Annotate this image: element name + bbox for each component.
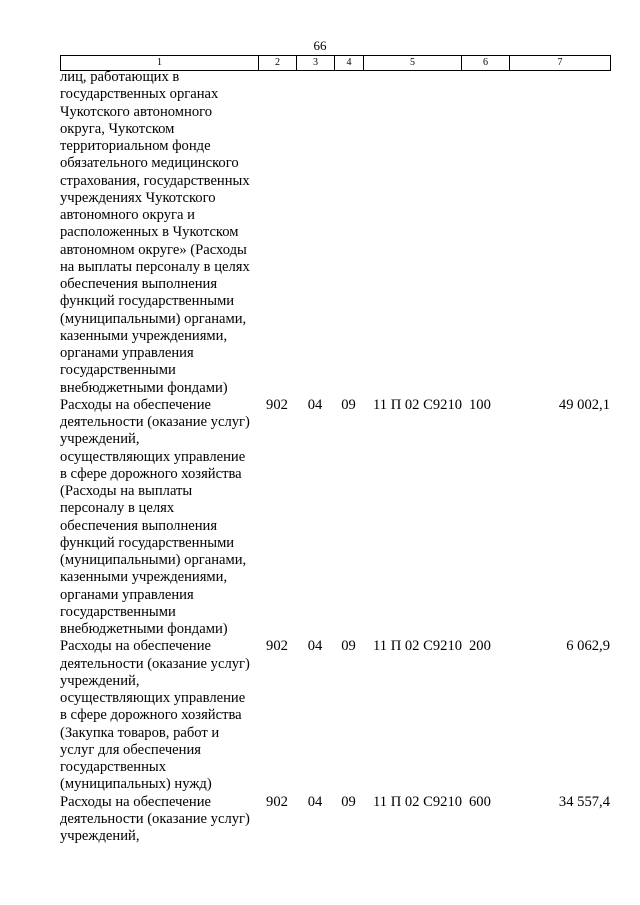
page-number: 66 bbox=[313, 38, 327, 53]
table-row bbox=[60, 397, 610, 639]
description-line: расположенных в Чукотском bbox=[60, 224, 239, 241]
description-line: на выплаты персоналу в целях bbox=[60, 258, 250, 275]
table-row bbox=[60, 69, 610, 397]
header-col-1: 1 bbox=[61, 56, 259, 70]
description-line: внебюджетными фондами) bbox=[60, 621, 228, 637]
description-line: округа, Чукотском bbox=[60, 120, 175, 137]
description-line: (муниципальными) органами, bbox=[60, 310, 247, 327]
section-code bbox=[296, 69, 334, 397]
grbs-code: 902 bbox=[266, 396, 288, 413]
description-line: деятельности (оказание услуг) bbox=[60, 810, 250, 827]
description-line: лиц, работающих в bbox=[60, 69, 180, 85]
description-line: функций государственными bbox=[60, 534, 235, 551]
description-line: персоналу в целях bbox=[60, 500, 175, 517]
description-line: Чукотского автономного bbox=[60, 103, 213, 120]
subsection-code bbox=[334, 69, 363, 397]
expense-type-code: 100 bbox=[469, 396, 491, 413]
section-code: 04 bbox=[307, 793, 323, 810]
description-line: учреждений, bbox=[60, 431, 140, 448]
description-line: Расходы на обеспечение bbox=[60, 396, 211, 413]
description-line: внебюджетными фондами) bbox=[60, 379, 228, 396]
row-description bbox=[60, 638, 258, 793]
description-line: учреждениях Чукотского bbox=[60, 189, 216, 206]
row-description bbox=[60, 69, 258, 397]
amount: 6 062,9 bbox=[566, 638, 610, 655]
row-description bbox=[60, 397, 258, 639]
target-article-code bbox=[363, 69, 469, 397]
grbs-code: 902 bbox=[266, 793, 288, 810]
description-line: услуг для обеспечения bbox=[60, 741, 201, 758]
grbs-code: 902 bbox=[266, 638, 288, 655]
description-line: (муниципальными) органами, bbox=[60, 552, 247, 568]
description-line: функций государственными bbox=[60, 293, 235, 310]
header-col-3: 3 bbox=[297, 56, 335, 70]
description-line: деятельности (оказание услуг) bbox=[60, 655, 250, 672]
description-line: в сфере дорожного хозяйства bbox=[60, 707, 242, 724]
description-line: государственными bbox=[60, 362, 176, 379]
table-row bbox=[60, 794, 610, 846]
description-line: государственных органах bbox=[60, 86, 219, 103]
expense-type-code: 200 bbox=[469, 638, 491, 655]
expense-type-code bbox=[469, 69, 509, 397]
description-line: обеспечения выполнения bbox=[60, 517, 218, 534]
description-line: казенными учреждениями, bbox=[60, 569, 228, 586]
table-body bbox=[60, 69, 610, 845]
header-col-5: 5 bbox=[364, 56, 462, 70]
header-col-2: 2 bbox=[259, 56, 297, 70]
description-line: (муниципальных) нужд) bbox=[60, 776, 212, 793]
subsection-code: 09 bbox=[341, 396, 356, 413]
description-line: органами управления bbox=[60, 586, 194, 603]
header-col-4: 4 bbox=[335, 56, 364, 70]
amount: 49 002,1 bbox=[558, 396, 610, 413]
row-description bbox=[60, 794, 258, 846]
description-line: государственными bbox=[60, 603, 176, 620]
expense-type-code: 600 bbox=[469, 793, 491, 810]
description-line: в сфере дорожного хозяйства bbox=[60, 465, 242, 482]
description-line: страхования, государственных bbox=[60, 172, 250, 189]
description-line: осуществляющих управление bbox=[60, 448, 246, 465]
description-line: учреждений, bbox=[60, 828, 140, 844]
subsection-code: 09 bbox=[341, 793, 356, 810]
description-line: государственных bbox=[60, 759, 167, 775]
description-line: автономном округе» (Расходы bbox=[60, 241, 247, 258]
header-col-7: 7 bbox=[557, 57, 563, 68]
description-line: (Закупка товаров, работ и bbox=[60, 724, 220, 741]
description-line: территориальном фонде bbox=[60, 138, 211, 154]
section-code: 04 bbox=[307, 638, 323, 655]
description-line: (Расходы на выплаты bbox=[60, 483, 193, 499]
description-line: Расходы на обеспечение bbox=[60, 793, 211, 810]
amount: 34 557,4 bbox=[558, 793, 610, 810]
grbs-code bbox=[258, 69, 296, 397]
section-code: 04 bbox=[307, 396, 323, 413]
description-line: обязательного медицинского bbox=[60, 155, 239, 172]
subsection-code: 09 bbox=[341, 638, 356, 655]
description-line: Расходы на обеспечение bbox=[60, 638, 211, 655]
description-line: органами управления bbox=[60, 345, 194, 361]
description-line: автономного округа и bbox=[60, 207, 195, 223]
description-line: казенными учреждениями, bbox=[60, 327, 228, 344]
description-line: осуществляющих управление bbox=[60, 690, 246, 706]
amount bbox=[509, 69, 610, 397]
header-col-6: 6 bbox=[462, 56, 510, 70]
description-line: обеспечения выполнения bbox=[60, 276, 218, 292]
target-article-code: 11 П 02 С9210 bbox=[373, 793, 463, 810]
target-article-code: 11 П 02 С9210 bbox=[373, 396, 463, 413]
target-article-code: 11 П 02 С9210 bbox=[373, 638, 463, 655]
description-line: учреждений, bbox=[60, 672, 140, 689]
table-row bbox=[60, 638, 610, 793]
description-line: деятельности (оказание услуг) bbox=[60, 414, 250, 430]
